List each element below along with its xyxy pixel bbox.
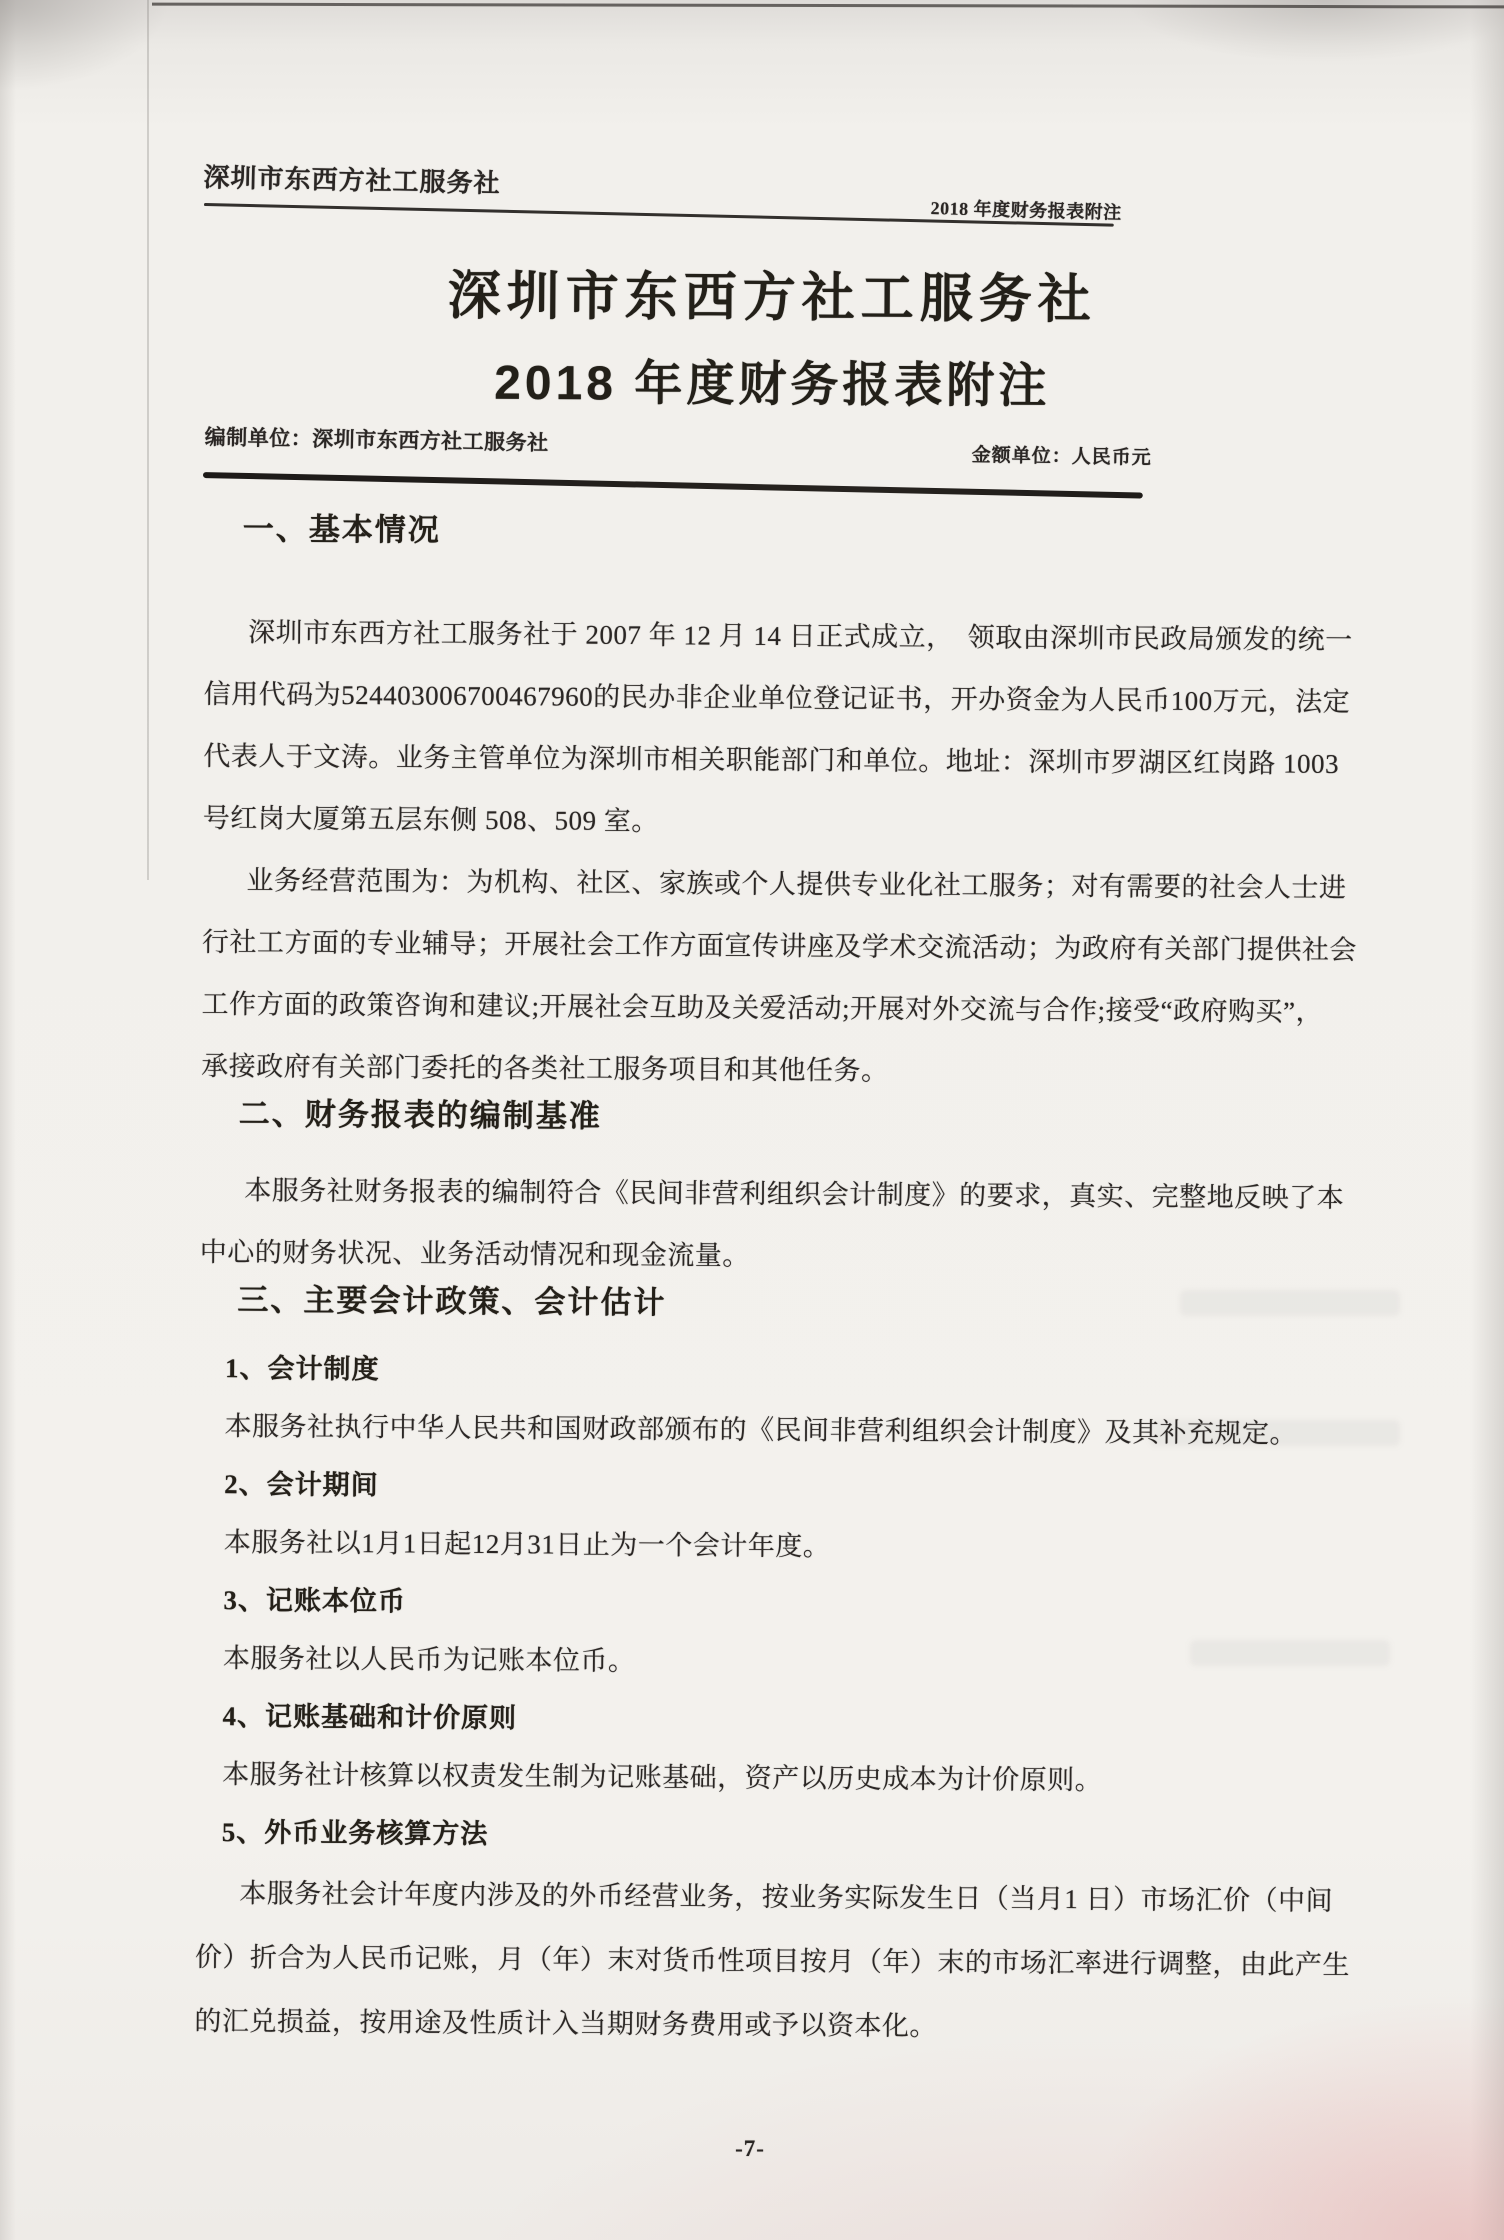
item-heading-accounting-period: 2、会计期间 bbox=[224, 1469, 379, 1501]
section-heading-accounting-policies: 三、主要会计政策、会计估计 bbox=[237, 1282, 667, 1321]
text-line: 代表人于文涛。业务主管单位为深圳市相关职能部门和单位。地址：深圳市罗湖区红岗路 1003 bbox=[203, 740, 1340, 779]
text-line: 本服务社会计年度内涉及的外币经营业务，按业务实际发生日（当月1 日）市场汇价（中间 bbox=[239, 1878, 1334, 1916]
header-left-org-name: 深圳市东西方社工服务社 bbox=[203, 162, 501, 199]
text-line: 的汇兑损益，按用途及性质计入当期财务费用或予以资本化。 bbox=[194, 2005, 938, 2042]
scan-left-edge-line bbox=[147, 0, 149, 880]
text-line: 深圳市东西方社工服务社于 2007 年 12 月 14 日正式成立， 领取由深圳市民政局颁发的统一 bbox=[248, 617, 1353, 656]
paragraph-preparation-basis bbox=[199, 1159, 1345, 1291]
item-body-functional-currency: 本服务社以人民币为记账本位币。 bbox=[222, 1643, 636, 1677]
item-heading-accounting-system: 1、会计制度 bbox=[224, 1353, 380, 1385]
accounting-policy-items bbox=[196, 1339, 1336, 1869]
item-body-accounting-basis: 本服务社计核算以权责发生制为记账基础，资产以历史成本为计价原则。 bbox=[222, 1759, 1103, 1796]
header-right-doc-title: 2018 年度财务报表附注 bbox=[930, 197, 1122, 223]
currency-unit-label: 金额单位：人民币元 bbox=[971, 444, 1152, 469]
text-line: 中心的财务状况、业务活动情况和现金流量。 bbox=[199, 1236, 750, 1271]
text-line: 行社工方面的专业辅导；开展社会工作方面宣传讲座及学术交流活动；为政府有关部门提供社会 bbox=[201, 926, 1358, 966]
item-heading-foreign-currency: 5、外币业务核算方法 bbox=[221, 1817, 489, 1850]
section-heading-preparation-basis: 二、财务报表的编制基准 bbox=[238, 1096, 602, 1134]
item-body-accounting-period: 本服务社以1月1日起12月31日止为一个会计年度。 bbox=[223, 1527, 831, 1562]
page-number: -7- bbox=[735, 2136, 765, 2161]
paragraph-business-scope bbox=[201, 849, 1358, 1105]
item-body-accounting-system: 本服务社执行中华人民共和国财政部颁布的《民间非营利组织会计制度》及其补充规定。 bbox=[224, 1411, 1298, 1449]
prepared-by-label: 编制单位：深圳市东西方社工服务社 bbox=[204, 424, 549, 455]
text-line: 号红岗大厦第五层东侧 508、509 室。 bbox=[202, 802, 659, 837]
text-line: 本服务社财务报表的编制符合《民间非营利组织会计制度》的要求，真实、完整地反映了本 bbox=[244, 1175, 1345, 1213]
title-divider-rule bbox=[203, 472, 1143, 499]
paragraph-foreign-currency bbox=[194, 1861, 1350, 2061]
text-line: 价）折合为人民币记账，月（年）末对货币性项目按月（年）末的市场汇率进行调整，由此产生 bbox=[194, 1941, 1350, 1981]
section-heading-basic-info: 一、基本情况 bbox=[242, 511, 442, 548]
text-line: 业务经营范围为：为机构、社区、家族或个人提供专业化社工服务；对有需要的社会人士进 bbox=[246, 865, 1347, 903]
document-title-subject: 2018 年度财务报表附注 bbox=[494, 356, 1051, 414]
text-line: 工作方面的政策咨询和建议;开展社会互助及关爱活动;开展对外交流与合作;接受“政府购买”， bbox=[201, 988, 1324, 1027]
document-body bbox=[194, 511, 1358, 2061]
item-heading-functional-currency: 3、记账本位币 bbox=[223, 1585, 407, 1617]
document-title-org: 深圳市东西方社工服务社 bbox=[447, 266, 1097, 330]
scan-top-edge-line bbox=[152, 3, 1504, 9]
item-heading-accounting-basis: 4、记账基础和计价原则 bbox=[222, 1701, 518, 1734]
text-line: 承接政府有关部门委托的各类社工服务项目和其他任务。 bbox=[201, 1050, 889, 1086]
text-line: 信用代码为524403006700467960的民办非企业单位登记证书，开办资金为人民币100万元，法定 bbox=[203, 678, 1351, 717]
paragraph-establishment bbox=[202, 601, 1353, 857]
